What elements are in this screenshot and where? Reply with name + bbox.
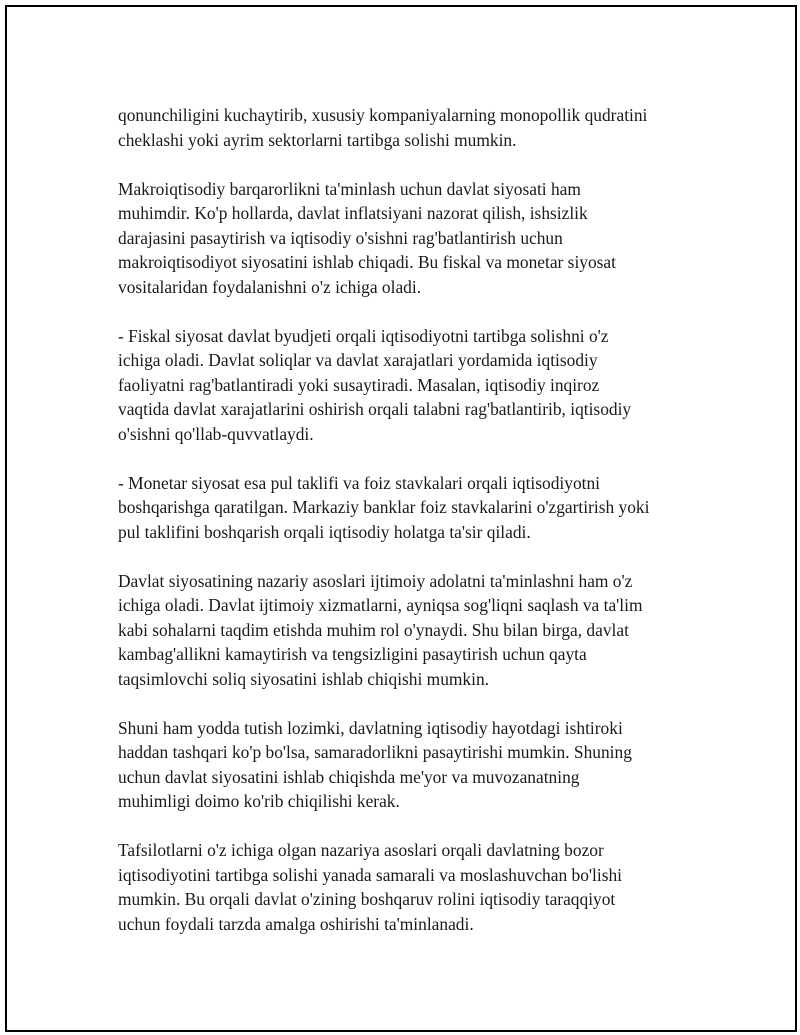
text-line: darajasini pasaytirish va iqtisodiy o'sishni rag'batlantirish uchun bbox=[118, 227, 563, 248]
text-line: - Fiskal siyosat davlat byudjeti orqali iqtisodiyotni tartibga solishni o'z bbox=[118, 325, 609, 346]
text-line: Tafsilotlarni o'z ichiga olgan nazariya asoslari orqali davlatning bozor bbox=[118, 840, 604, 860]
text-line: qonunchiligini kuchaytirib, xususiy kompaniyalarning monopollik qudratini bbox=[118, 105, 648, 125]
text-line: vaqtida davlat xarajatlarini oshirish orqali talabni rag'batlantirib, iqtisodiy bbox=[118, 399, 632, 419]
paragraph-5 bbox=[118, 569, 718, 692]
text-line: faoliyatni rag'batlantiradi yoki susaytiradi. Masalan, iqtisodiy inqiroz bbox=[118, 374, 600, 395]
paragraph-2 bbox=[118, 177, 718, 300]
text-line: uchun davlat siyosatini ishlab chiqishda me'yor va muvozanatning bbox=[118, 766, 580, 787]
text-line: kabi sohalarni taqdim etishda muhim rol o'ynaydi. Shu bilan birga, davlat bbox=[118, 619, 629, 640]
text-line: kambag'allikni kamaytirish va tengsizligini pasaytirish uchun qayta bbox=[118, 644, 587, 664]
text-line: makroiqtisodiyot siyosatini ishlab chiqadi. Bu fiskal va monetar siyosat bbox=[118, 252, 616, 272]
text-line: Davlat siyosatining nazariy asoslari ijtimoiy adolatni ta'minlashni ham o'z bbox=[118, 570, 633, 591]
text-line: Shuni ham yodda tutish lozimki, davlatning iqtisodiy hayotdagi ishtiroki bbox=[118, 717, 623, 738]
text-line: vositalaridan foydalanishni o'z ichiga oladi. bbox=[118, 276, 422, 297]
text-line: o'sishni qo'llab-quvvatlaydi. bbox=[118, 423, 314, 444]
text-line: ichiga oladi. Davlat soliqlar va davlat xarajatlari yordamida iqtisodiy bbox=[118, 350, 598, 370]
text-line: ichiga oladi. Davlat ijtimoiy xizmatlarni, ayniqsa sog'liqni saqlash va ta'lim bbox=[118, 595, 643, 615]
paragraph-7 bbox=[118, 838, 718, 936]
text-line: haddan tashqari ko'p bo'lsa, samaradorlikni pasaytirishi mumkin. Shuning bbox=[118, 742, 632, 762]
text-line: uchun foydali tarzda amalga oshirishi ta'minlanadi. bbox=[118, 913, 474, 934]
text-line: mumkin. Bu orqali davlat o'zining boshqaruv rolini iqtisodiy taraqqiyot bbox=[118, 889, 616, 909]
text-line: cheklashi yoki ayrim sektorlarni tartibga solishi mumkin. bbox=[118, 129, 517, 150]
document-body bbox=[118, 103, 718, 961]
text-line: Makroiqtisodiy barqarorlikni ta'minlash uchun davlat siyosati ham bbox=[118, 178, 581, 199]
text-line: pul taklifini boshqarish orqali iqtisodiy holatga ta'sir qiladi. bbox=[118, 521, 531, 542]
paragraph-3 bbox=[118, 324, 718, 447]
paragraph-4 bbox=[118, 471, 718, 545]
paragraph-1 bbox=[118, 103, 718, 152]
page-frame bbox=[5, 5, 797, 1032]
text-line: taqsimlovchi soliq siyosatini ishlab chiqishi mumkin. bbox=[118, 668, 489, 689]
text-line: boshqarishga qaratilgan. Markaziy banklar foiz stavkalarini o'zgartirish yoki bbox=[118, 497, 650, 517]
text-line: iqtisodiyotini tartibga solishi yanada samarali va moslashuvchan bo'lishi bbox=[118, 864, 622, 885]
text-line: muhimdir. Ko'p hollarda, davlat inflatsiyani nazorat qilish, ishsizlik bbox=[118, 203, 588, 223]
text-line: - Monetar siyosat esa pul taklifi va foiz stavkalari orqali iqtisodiyotni bbox=[118, 472, 600, 493]
text-line: muhimligi doimo ko'rib chiqilishi kerak. bbox=[118, 791, 400, 811]
paragraph-6 bbox=[118, 716, 718, 814]
